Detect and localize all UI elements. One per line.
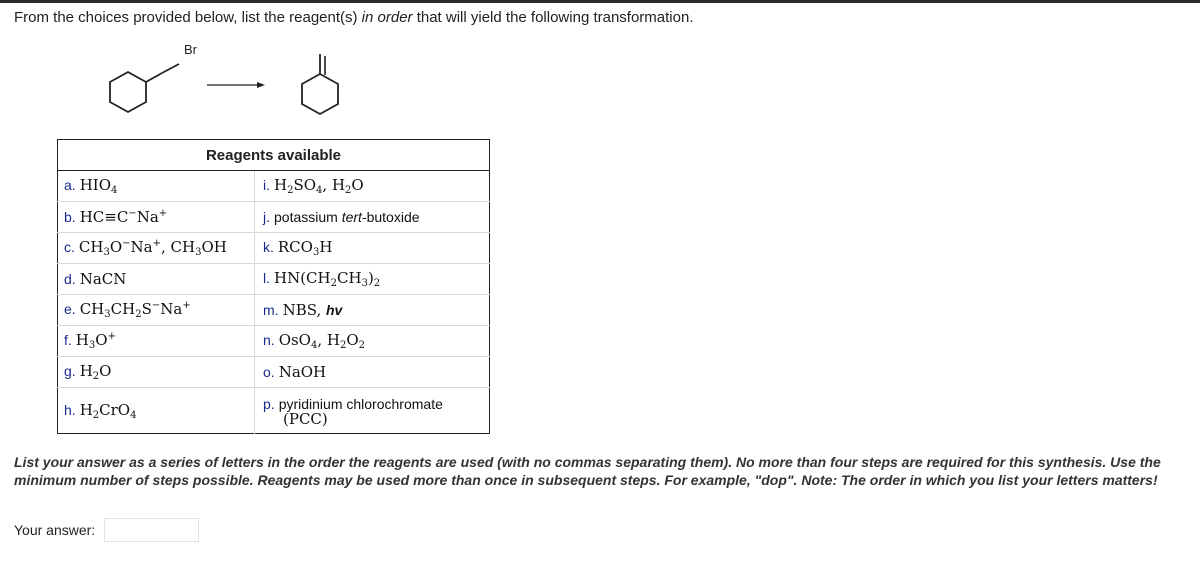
answer-input[interactable] [104,518,199,542]
reagent-formula: $CH_3O^-Na^+$, $CH_3OH$ [78,238,227,258]
answer-label: Your answer: [14,522,96,538]
arrow-head [257,82,265,88]
reagent-formula: $H_2CrO_4$ [79,400,137,421]
reagent-formula: OsO$_4$, $H_2O_2$ [278,331,366,351]
reagents-table [57,139,490,434]
reagent-e [58,295,255,326]
table-row [58,233,490,264]
reagent-formula: $RCO_3H$ [277,238,333,258]
table-row [58,171,490,202]
top-border [0,0,1200,3]
reagent-letter: i. [263,177,270,193]
reagent-letter: l. [263,270,270,286]
reagent-formula: NBS, hv [282,301,343,319]
reagent-g [58,357,255,388]
table-row [58,326,490,357]
reagent-formula: HC≡C−Na+ [79,208,168,226]
reagent-p [255,388,490,434]
reagent-letter: b. [64,209,76,225]
reagent-letter: g. [64,363,76,379]
bromine-label: Br [184,42,197,57]
table-row [58,388,490,434]
reagent-b [58,202,255,233]
reactant-ring [110,72,146,112]
reagent-formula: $H_2SO_4$, $H_2O$ [274,176,364,196]
reagent-formula: NaCN [79,270,127,288]
reagent-formula: $HIO_4$ [79,176,118,196]
reagent-formula: $HN(CH_2CH_3)_2$ [274,269,381,289]
reagent-letter: p. [263,395,275,412]
reagent-letter: f. [64,332,72,348]
question-prompt: From the choices provided below, list the reagent(s) in order that will yield the following transformation. [14,9,694,26]
reagent-formula: $H_3O^+$ [75,331,116,351]
reagent-letter: j. [263,209,270,225]
table-row [58,295,490,326]
table-row [58,264,490,295]
reagent-c [58,233,255,264]
br-bond [162,64,179,73]
reagent-d [58,264,255,295]
reagent-j [255,202,490,233]
table-row [58,357,490,388]
answer-instructions: List your answer as a series of letters in the order the reagents are used (with no commas separating them). No more than four steps are required for this synthesis. Use the minimum number of steps possible. Reagents may be used more than once in subsequent steps. For example, "dop". Note: The order in which you list your letters matters! [14,454,1161,488]
reagent-o [255,357,490,388]
reagent-letter: n. [263,332,275,348]
reagent-letter: m. [263,302,279,318]
reagent-abbreviation: (PCC) [283,409,328,428]
reagent-k [255,233,490,264]
reagent-letter: e. [64,301,76,317]
reagent-name: potassium tert-butoxide [274,209,420,225]
reagent-letter: k. [263,239,274,255]
reagent-letter: c. [64,239,75,255]
reagent-n [255,326,490,357]
reagent-letter: a. [64,177,76,193]
reagent-formula: NaOH [278,363,327,381]
reagent-l [255,264,490,295]
reagent-h [58,388,255,434]
reagent-f [58,326,255,357]
reagent-letter: o. [263,364,275,380]
reagent-formula: $CH_3CH_2S^-Na^+$ [79,300,191,320]
ch2-bond [146,73,162,82]
table-row [58,202,490,233]
reagent-i [255,171,490,202]
reagents-table-header: Reagents available [58,140,490,171]
reagent-formula: $H_2O$ [79,362,112,382]
reaction-scheme [95,40,375,120]
reagent-a [58,171,255,202]
reagent-letter: h. [64,401,76,418]
reagent-m [255,295,490,326]
reagent-letter: d. [64,271,76,287]
reagent-name: pyridinium chlorochromate [278,395,443,412]
product-ring [302,74,338,114]
